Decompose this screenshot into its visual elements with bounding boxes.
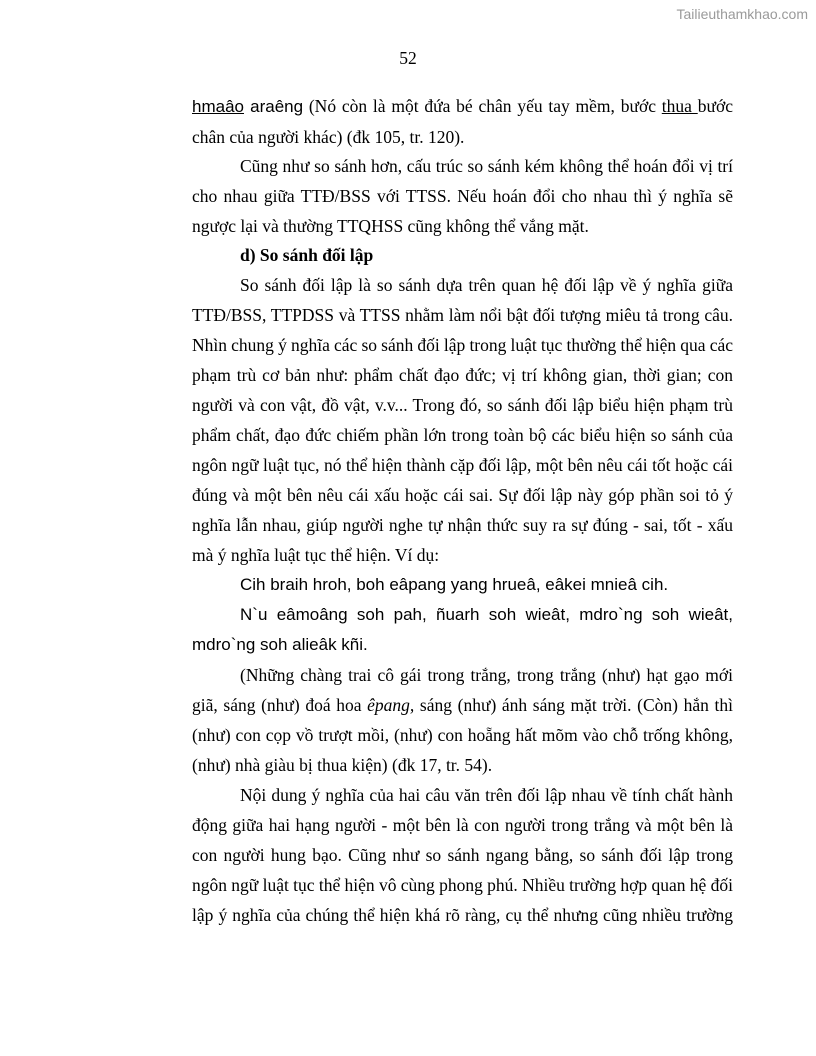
ede-term: hmaâo bbox=[192, 97, 244, 116]
text-line bbox=[192, 903, 733, 927]
page-number: 52 bbox=[399, 48, 417, 68]
line-content: mà ý nghĩa luật tục thể hiện. Ví dụ: bbox=[192, 545, 440, 565]
text-run: sáng (như) ánh sáng mặt trời. (Còn) hắn thì bbox=[414, 695, 733, 715]
text-line bbox=[192, 303, 733, 327]
text-line bbox=[192, 543, 733, 567]
text-line bbox=[192, 184, 733, 208]
text-line bbox=[192, 125, 733, 149]
line-content: phạm trù cơ bản như: phẩm chất đạo đức; vị trí không gian, thời gian; con bbox=[192, 365, 733, 385]
text-line bbox=[192, 94, 733, 118]
example-line bbox=[192, 573, 733, 597]
text-line bbox=[192, 783, 733, 807]
section-heading bbox=[192, 243, 733, 267]
example-line bbox=[192, 633, 733, 657]
underlined-word: thua bbox=[661, 96, 698, 116]
text-line bbox=[192, 723, 733, 747]
text-line bbox=[192, 393, 733, 417]
line-content bbox=[192, 94, 733, 119]
line-content: (Những chàng trai cô gái trong trắng, trong trắng (như) hạt gạo mới bbox=[240, 665, 733, 685]
text-line bbox=[192, 154, 733, 178]
text-line bbox=[192, 453, 733, 477]
text-line bbox=[192, 483, 733, 507]
line-content: con người hung bạo. Cũng như so sánh ngang bằng, so sánh đối lập trong bbox=[192, 845, 733, 865]
line-content: (như) con cọp vồ trượt mồi, (như) con hoẵng hất mõm vào chỗ trống không, bbox=[192, 725, 733, 745]
italic-term: êpang, bbox=[367, 695, 415, 715]
text-line bbox=[192, 693, 733, 717]
line-content: Nội dung ý nghĩa của hai câu văn trên đối lập nhau về tính chất hành bbox=[240, 785, 733, 805]
line-content: ngôn ngữ luật tục thể hiện vô cùng phong phú. Nhiều trường hợp quan hệ đối bbox=[192, 875, 733, 895]
line-content: đúng và một bên nêu cái xấu hoặc cái sai. Sự đối lập này góp phần soi tỏ ý bbox=[192, 485, 733, 505]
line-content: động giữa hai hạng người - một bên là con người trong trắng và một bên là bbox=[192, 815, 733, 835]
line-content: (như) nhà giàu bị thua kiện) (đk 17, tr. 54). bbox=[192, 755, 493, 775]
line-content: ngôn ngữ luật tục, nó thể hiện thành cặp đối lập, một bên nêu cái tốt hoặc cái bbox=[192, 455, 733, 475]
line-content: người và con vật, đồ vật, v.v... Trong đó, so sánh đối lập biểu hiện phạm trù bbox=[192, 395, 733, 415]
text-line bbox=[192, 273, 733, 297]
text-line bbox=[192, 813, 733, 837]
watermark: Tailieuthamkhao.com bbox=[676, 6, 808, 22]
line-content: N`u eâmoâng soh pah, ñuarh soh wieât, mdro`ng soh wieât, bbox=[240, 605, 733, 624]
line-content: ngược lại và thường TTQHSS cũng không thể vắng mặt. bbox=[192, 216, 589, 236]
text-line bbox=[192, 513, 733, 537]
text-line bbox=[192, 843, 733, 867]
line-content: chân của người khác) (đk 105, tr. 120). bbox=[192, 127, 465, 147]
text-line bbox=[192, 753, 733, 777]
line-content: Cih braih hroh, boh eâpang yang hrueâ, eâkei mnieâ cih. bbox=[240, 575, 669, 594]
text-line bbox=[192, 333, 733, 357]
text-line bbox=[192, 663, 733, 687]
text-run: bước bbox=[697, 96, 733, 116]
text-run: giã, sáng (như) đoá hoa bbox=[192, 695, 368, 715]
line-content: TTĐ/BSS, TTPDSS và TTSS nhằm làm nổi bật đối tượng miêu tả trong câu. bbox=[192, 305, 733, 325]
text-run: (Nó còn là một đứa bé chân yếu tay mềm, bước bbox=[303, 96, 662, 116]
line-content: d) So sánh đối lập bbox=[240, 245, 374, 265]
text-line bbox=[192, 214, 733, 238]
line-content: lập ý nghĩa của chúng thể hiện khá rõ ràng, cụ thể nhưng cũng nhiều trường bbox=[192, 905, 733, 925]
line-content: phẩm chất, đạo đức chiếm phần lớn trong toàn bộ các biểu hiện so sánh của bbox=[192, 425, 733, 445]
line-content: Nhìn chung ý nghĩa các so sánh đối lập trong luật tục thường thể hiện qua các bbox=[192, 335, 733, 355]
line-content: nghĩa lẫn nhau, giúp người nghe tự nhận thức suy ra sự đúng - sai, tốt - xấu bbox=[192, 515, 733, 535]
text-line bbox=[192, 363, 733, 387]
example-line bbox=[192, 603, 733, 627]
line-content: Cũng như so sánh hơn, cấu trúc so sánh kém không thể hoán đổi vị trí bbox=[240, 156, 733, 176]
line-content: So sánh đối lập là so sánh dựa trên quan hệ đối lập về ý nghĩa giữa bbox=[240, 275, 733, 295]
text-line bbox=[192, 873, 733, 897]
line-content bbox=[192, 693, 733, 717]
ede-term: araêng bbox=[243, 97, 304, 116]
line-content: mdro`ng soh alieâk kñi. bbox=[192, 635, 368, 654]
line-content: cho nhau giữa TTĐ/BSS với TTSS. Nếu hoán đổi cho nhau thì ý nghĩa sẽ bbox=[192, 186, 733, 206]
text-line bbox=[192, 423, 733, 447]
